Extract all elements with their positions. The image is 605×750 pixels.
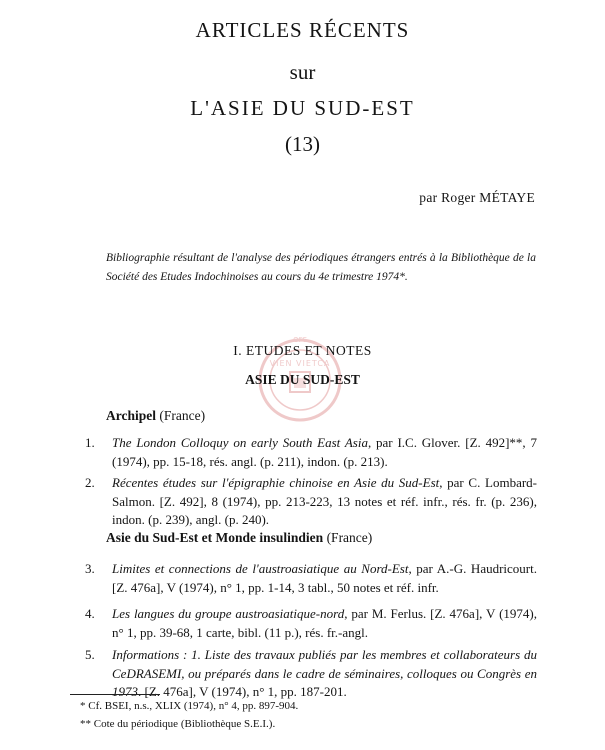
entry-details: , par I.C. Glover. [Z. 492]**, 7 (1974), pp. 15-18, rés. angl. (p. 211), indon. (p. 213). (112, 435, 537, 469)
entry-details: . [Z. 476a], V (1974), n° 1, pp. 187-201. (138, 684, 347, 699)
region-country: (France) (323, 530, 373, 545)
intro-paragraph: Bibliographie résultant de l'analyse des périodiques étrangers entrés à la Bibliothèque de la Société des Etudes Indochinoises au cours du 4e trimestre 1974*. (106, 252, 536, 283)
author-line: par Roger MÉTAYE (419, 190, 535, 205)
region-name: Asie du Sud-Est et Monde insulindien (106, 530, 324, 545)
entry-number: 2. (85, 475, 95, 490)
entry-title: Limites et connections de l'austroasiatique au Nord-Est (112, 561, 409, 576)
entry-number: 4. (85, 606, 95, 621)
entry-title: Informations : 1. Liste des travaux publiés par les membres et collaborateurs du CeDRASEMI, ou préparés dans le cadre de séminaires, colloques ou Congrès en 1973 (112, 647, 537, 699)
region-name: Archipel (106, 408, 156, 423)
stamp-ring-text: VIEN VIETCA (269, 359, 331, 368)
entry-title: Récentes études sur l'épigraphie chinoise en Asie du Sud-Est (112, 475, 440, 490)
entry-title: The London Colloquy on early South East Asia (112, 435, 368, 450)
bibliography-entry (85, 560, 537, 597)
region-country: (France) (156, 408, 206, 423)
entry-details: , par C. Lombard-Salmon. [Z. 492], 8 (1974), pp. 213-223, 13 notes et réf. infr., rés. fr. (p. 236), indon. (p. 239), angl. (p. 240). (112, 475, 537, 527)
section-title: I. ETUDES ET NOTES (233, 343, 372, 358)
footnote-2: ** Cote du périodique (Bibliothèque S.E.I.). (80, 718, 276, 730)
region-heading-southeast-asia (106, 530, 372, 546)
bibliography-entry (85, 605, 537, 642)
title-line-3: L'ASIE DU SUD-EST (190, 96, 415, 120)
bibliography-entry (85, 434, 537, 471)
subsection-title: ASIE DU SUD-EST (245, 372, 360, 387)
title-line-1: ARTICLES RÉCENTS (195, 18, 410, 42)
footnote-1: * Cf. BSEI, n.s., XLIX (1974), n° 4, pp. 897-904. (80, 700, 299, 712)
entry-details: , par M. Ferlus. [Z. 476a], V (1974), n° 1, pp. 39-68, 1 carte, bibl. (11 p.), rés. fr.-angl. (112, 606, 537, 640)
entry-number: 3. (85, 561, 95, 576)
entry-number: 5. (85, 647, 95, 662)
title-line-4: (13) (285, 132, 320, 156)
title-line-2: sur (289, 60, 316, 84)
entry-title: Les langues du groupe austroasiatique-nord (112, 606, 345, 621)
bibliography-entry (85, 474, 537, 530)
region-heading-archipel (106, 408, 205, 424)
entry-number: 1. (85, 435, 95, 450)
footnote-rule (70, 694, 160, 695)
stamp-top-text: erc (293, 335, 307, 345)
entry-details: , par A.-G. Haudricourt. [Z. 476a], V (1974), n° 1, pp. 1-14, 3 tabl., 50 notes et réf. infr. (112, 561, 537, 595)
